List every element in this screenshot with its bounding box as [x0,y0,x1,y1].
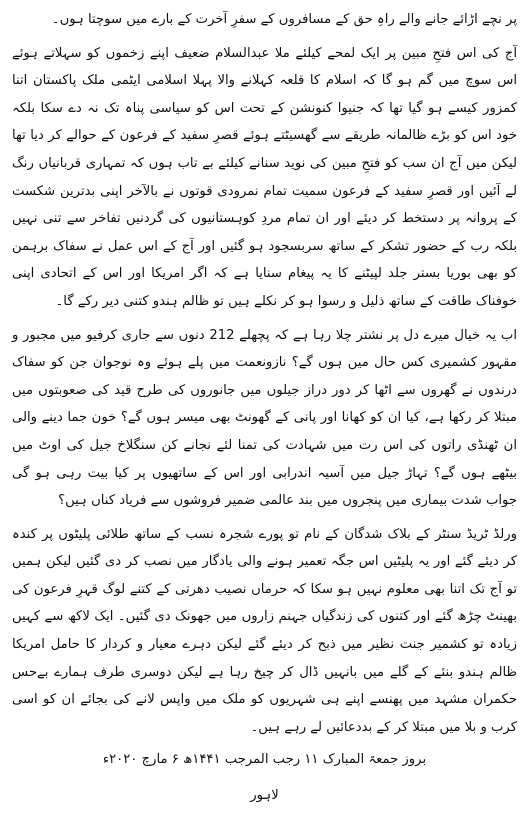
paragraph-2: آج کی اس فتحِ مبین پر ایک لمحے کیلئے ملا عبدالسلام ضعیف اپنے زخموں کو سہلاتے ہوئے اس سوچ میں گم ہو گا کہ اسلام کا قلعہ کہلانے والا پہلا اسلامی ایٹمی ملک پاکستان اتنا کمزور کیسے ہو گیا تھا کہ جنیوا کنونشن کے تحت اس کو سیاسی پناہ تک نہ دے سکا بلکہ خود اس کو بڑے ظالمانہ طریقے سے گھسیٹتے ہوئے قصرِ سفید کے فرعون کے حوالے کر دیا تھا لیکن میں آج ان سب کو فتحِ مبین کی نوید سنانے کیلئے بے تاب ہوں کہ تمہاری قربانیاں رنگ لے آئیں اور قصرِ سفید کے فرعون سمیت تمام نمرودی قوتوں نے بالآخر اپنی بدترین شکست کے پروانہ پر دستخط کر دیئے اور ان تمام مردِ کوہستانیوں کی گردنیں تفاخر سے تنی نہیں بلکہ رب کے حضور تشکر کے ساتھ سربسجود ہو گئیں اور آج کے اس عمل نے سفاک برہمن کو بھی بوریا بستر جلد لپیٹنے کا یہ پیغام سنایا ہے کہ اگر امریکا اور اس کے اتحادی اپنی خوفناک طاقت کے ساتھ ذلیل و رسوا ہو کر نکلے ہیں تو ظالم ہندو کتنی دیر رکے گا۔ [12,45,517,309]
date-line: بروز جمعۃ المبارک ۱۱ رجب المرجب ۱۴۴۱ھ ۶ مارچ ۲۰۲۰ء [102,752,427,768]
paragraph-4: ورلڈ ٹریڈ سنٹر کے بلاک شدگان کے نام تو پورے شجرہ نسب کے ساتھ طلائی پلیٹوں پر کندہ کر دیئے گئے اور یہ پلیٹیں اس جگہ تعمیر ہونے والی یادگار میں نصب کر دی گئیں لیکن ہمیں تو آج تک اتنا بھی معلوم نہیں ہو سکا کہ حرماں نصیب دھرتی کے کتنے لوگ قہرِ فرعون کی بھینٹ چڑھ گئے اور کتنوں کی زندگیاں جہنم زاروں میں جھونک دی گئیں۔ ایک لاکھ سے کہیں زیادہ تو کشمیر جنت نظیر میں ذبح کر دیئے گئے لیکن دہرے معیار و کردار کا حامل امریکا ظالم ہندو بنئے کے گلے میں بانہیں ڈال کر چیخ رہا ہے لیکن دوسری طرف ہمارے بےحس حکمران مشہد میں پھنسے اپنے ہی شہریوں کو ملک میں واپس لانے کی بجائے ان کو اسی کرب و بلا میں مبتلا کر کے بددعائیں لے رہے ہیں۔ [12,526,517,735]
paragraph-1: پر نچے اڑائے جانے والے راہِ حق کے مسافروں کے سفرِ آخرت کے بارے میں سوچتا ہوں۔ [51,12,517,27]
place-name: لاہور [250,788,279,804]
paragraph-3: اب یہ خیال میرے دل پر نشتر چلا رہا ہے کہ پچھلے 212 دنوں سے جاری کرفیو میں مجبور و مقہور کشمیری کس حال میں ہوں گے؟ نازونعمت میں پلے ہوئے وہ نوجوان جن کو سفاک درندوں نے گھروں سے اٹھا کر دور دراز جیلوں میں جانوروں کی طرح قید کی صعوبتوں میں مبتلا کر رکھا ہے، کیا ان کو کھانا اور پانی کے گھونٹ بھی میسر ہوں گے؟ خون جما دینے والی ان ٹھنڈی راتوں کی اس رت میں شہادت کی تمنا لئے نجانے کن سنگلاخ جیل کی اوٹ میں بیٹھے ہوں گے؟ تہاڑ جیل میں آسیہ اندرابی اور اس کے ساتھیوں پر کیا بیت رہی ہو گی جواب شدت بیماری میں پنجروں میں بند عالمی ضمیر فروشوں سے فریاد کناں ہیں؟ [12,327,517,509]
